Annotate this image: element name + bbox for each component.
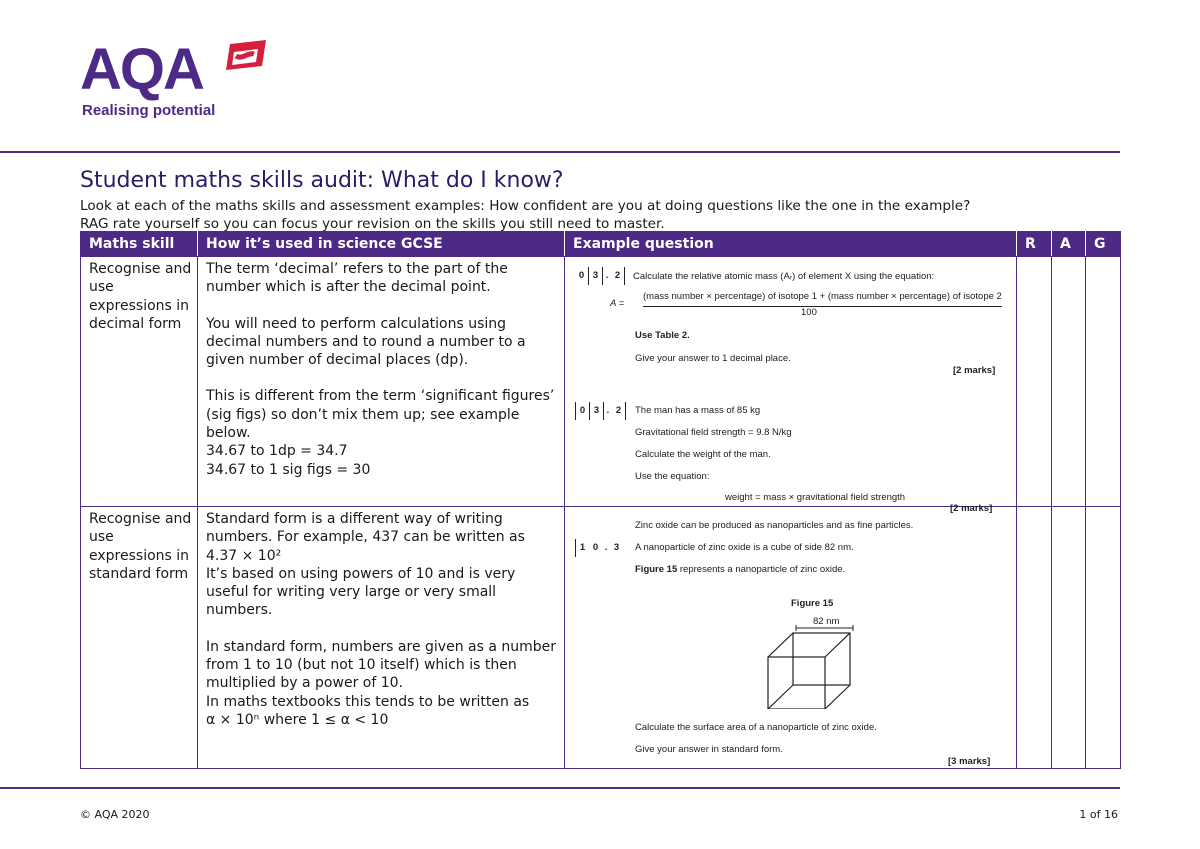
q3-line-rest: represents a nanoparticle of zinc oxide. [677, 564, 846, 575]
usage-example: 34.67 to 1 sig figs = 30 [206, 461, 371, 478]
qn-digit: 0 [576, 402, 590, 420]
qn-dot: . [605, 270, 609, 281]
example-cell [565, 257, 1017, 514]
logo-flag-icon [220, 40, 268, 86]
header-g: G [1086, 232, 1121, 257]
q1-marks: [2 marks] [953, 365, 996, 376]
question-number [575, 402, 626, 420]
usage-cell [198, 257, 565, 507]
q3-answer-instruction: Give your answer in standard form. [635, 744, 783, 755]
header-example: Example question [565, 232, 1017, 257]
usage-formula: α × 10ⁿ where 1 ≤ α < 10 [206, 711, 389, 728]
question-number [575, 539, 623, 557]
logo-tagline: Realising potential [82, 102, 216, 119]
header-rule [0, 151, 1120, 153]
q2-line: Gravitational field strength = 9.8 N/kg [635, 427, 792, 438]
q2-line: Calculate the weight of the man. [635, 449, 771, 460]
figure-title: Figure 15 [791, 598, 834, 609]
q3-line [635, 561, 845, 579]
usage-example: 34.67 to 1dp = 34.7 [206, 443, 348, 460]
qn-digit: 1 [579, 542, 586, 553]
q2-line: The man has a mass of 85 kg [635, 405, 761, 416]
q1-answer-instruction: Give your answer to 1 decimal place. [635, 353, 791, 364]
page-title: Student maths skills audit: What do I know? [80, 168, 564, 193]
q1-lhs: A = [610, 298, 625, 309]
aqa-logo [80, 37, 270, 125]
usage-paragraph: This is different from the term ‘significant figures’ (sig figs) so don’t mix them up; see example below. [206, 388, 555, 442]
qn-dot: . [606, 405, 610, 416]
header-a: A [1052, 232, 1086, 257]
q3-line: A nanoparticle of zinc oxide is a cube of side 82 nm. [635, 542, 854, 553]
table-row [81, 507, 1121, 769]
q3-question: Calculate the surface area of a nanoparticle of zinc oxide. [635, 722, 877, 733]
rag-r-cell[interactable] [1017, 507, 1052, 769]
skill-cell: Recognise and use expressions in decimal form [81, 257, 198, 507]
usage-paragraph: In standard form, numbers are given as a number from 1 to 10 (but not 10 itself) which is then multiplied by a power of 10. [206, 638, 557, 692]
q1-denominator: 100 [801, 307, 817, 318]
example-question-image [565, 507, 1016, 767]
qn-digit: 3 [589, 267, 603, 285]
q2-equation: weight = mass × gravitational field strength [725, 492, 906, 503]
rag-g-cell[interactable] [1086, 507, 1121, 769]
intro-text [80, 197, 1120, 233]
q3-figure-ref: Figure 15 [635, 564, 678, 575]
page-number: 1 of 16 [1079, 808, 1118, 821]
qn-digit: 2 [611, 267, 625, 285]
usage-paragraph: The term ‘decimal’ refers to the part of the number which is after the decimal point. [206, 261, 508, 296]
q1-text: Calculate the relative atomic mass (Aᵣ) of element X using the equation: [633, 271, 935, 282]
usage-paragraph: It’s based on using powers of 10 and is very useful for writing very large or very small numbers. [206, 565, 516, 619]
usage-cell [198, 507, 565, 769]
rag-g-cell[interactable] [1086, 257, 1121, 507]
table-row [81, 257, 1121, 507]
example-question-image [565, 257, 1016, 514]
usage-paragraph: Standard form is a different way of writing numbers. For example, 437 can be written as 4.37 × 10² [206, 511, 525, 564]
q1-use-table: Use Table 2. [635, 330, 690, 341]
q2-marks: [2 marks] [950, 503, 993, 514]
qn-digit: 0 [575, 267, 589, 285]
q3-intro: Zinc oxide can be produced as nanoparticles and as fine particles. [635, 520, 914, 531]
rag-a-cell[interactable] [1052, 507, 1086, 769]
usage-paragraph: In maths textbooks this tends to be written as [206, 693, 530, 710]
cube-dimension-label: 82 nm [813, 616, 840, 627]
intro-line: Look at each of the maths skills and assessment examples: How confident are you at doing questions like the one in the example? [80, 198, 971, 214]
qn-digit: 0 [592, 542, 599, 553]
qn-digit: 3 [613, 542, 620, 553]
usage-paragraph: You will need to perform calculations using decimal numbers and to round a number to a given number of decimal places (dp). [206, 315, 526, 369]
cube-figure [760, 619, 860, 709]
example-cell [565, 507, 1017, 769]
rag-r-cell[interactable] [1017, 257, 1052, 507]
skill-cell: Recognise and use expressions in standard form [81, 507, 198, 769]
rag-a-cell[interactable] [1052, 257, 1086, 507]
qn-digit: 2 [612, 402, 626, 420]
header-r: R [1017, 232, 1052, 257]
copyright: © AQA 2020 [80, 808, 150, 821]
q3-marks: [3 marks] [948, 756, 991, 767]
header-usage: How it’s used in science GCSE [198, 232, 565, 257]
table-header-row [81, 232, 1121, 257]
intro-line: RAG rate yourself so you can focus your revision on the skills you still need to master. [80, 216, 665, 232]
q2-line: Use the equation: [635, 471, 710, 482]
qn-dot: . [604, 542, 608, 553]
qn-digit: 3 [590, 402, 604, 420]
footer-rule [0, 787, 1120, 789]
q1-numerator: (mass number × percentage) of isotope 1 + (mass number × percentage) of isotope 2 [643, 288, 1002, 307]
logo-wordmark: AQA [80, 37, 203, 102]
question-number [575, 267, 625, 285]
skills-audit-table [80, 231, 1121, 769]
header-maths-skill: Maths skill [81, 232, 198, 257]
